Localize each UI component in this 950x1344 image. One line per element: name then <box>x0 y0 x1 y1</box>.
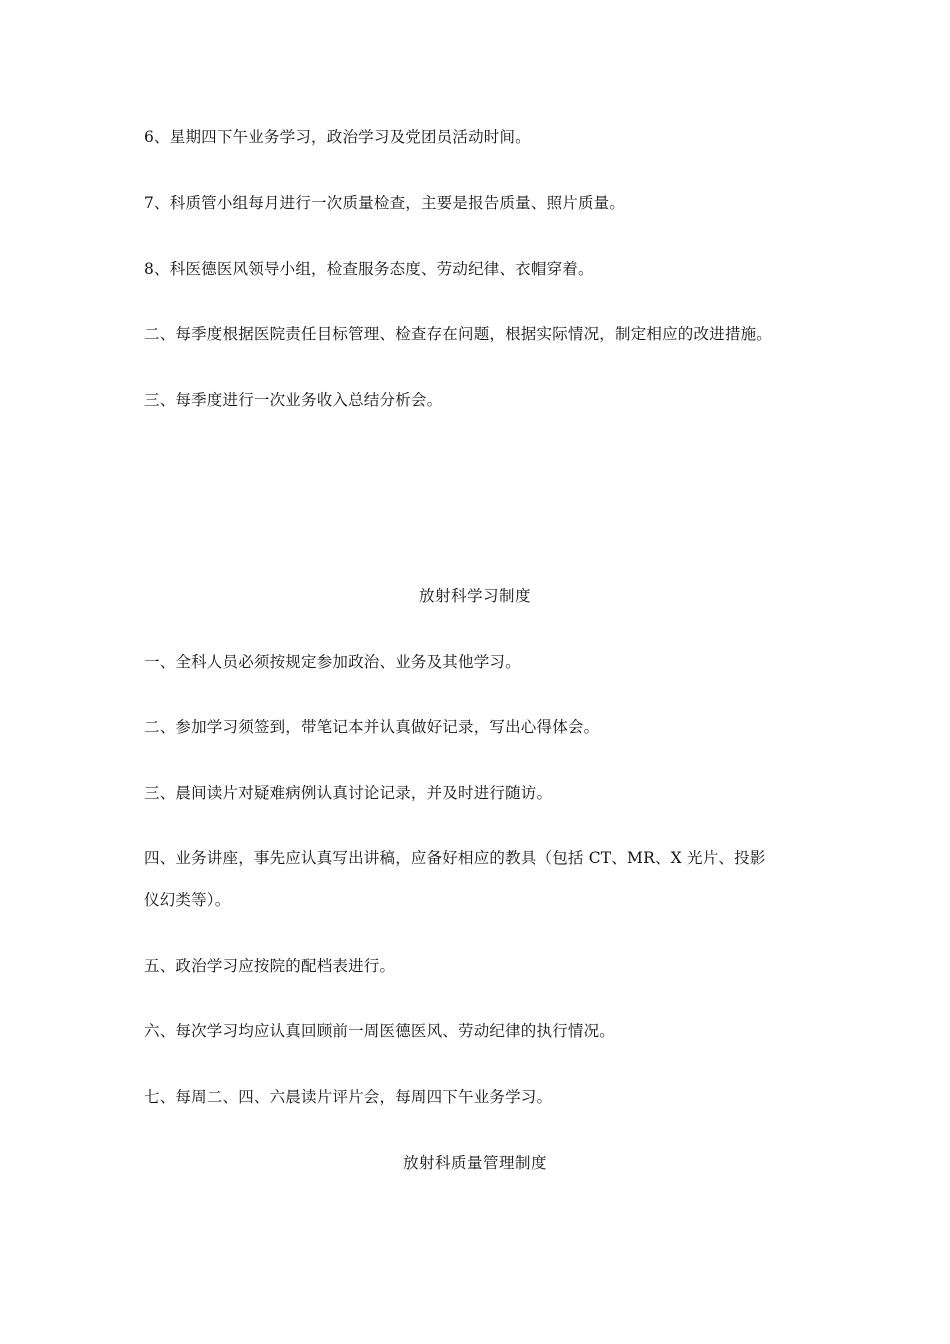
study-rule-4-continued: 仪幻类等）。 <box>144 891 231 909</box>
paragraph-item-two: 二、每季度根据医院责任目标管理、检查存在问题，根据实际情况，制定相应的改进措施。 <box>144 325 773 343</box>
study-rule-2: 二、参加学习须签到，带笔记本并认真做好记录，写出心得体会。 <box>144 718 600 736</box>
paragraph-item-7: 7、科质管小组每月进行一次质量检查，主要是报告质量、照片质量。 <box>144 194 626 212</box>
study-rule-5: 五、政治学习应按院的配档表进行。 <box>144 957 396 975</box>
section-title-study: 放射科学习制度 <box>418 587 531 605</box>
study-rule-4: 四、业务讲座，事先应认真写出讲稿，应备好相应的教具（包括 CT、MR、X 光片、投影 <box>144 849 766 867</box>
paragraph-item-6: 6、星期四下午业务学习，政治学习及党团员活动时间。 <box>144 128 531 146</box>
study-rule-3: 三、晨间读片对疑难病例认真讨论记录，并及时进行随访。 <box>144 784 553 802</box>
study-rule-1: 一、全科人员必须按规定参加政治、业务及其他学习。 <box>144 653 521 671</box>
study-rule-6: 六、每次学习均应认真回顾前一周医德医风、劳动纪律的执行情况。 <box>144 1022 616 1040</box>
paragraph-item-three: 三、每季度进行一次业务收入总结分析会。 <box>144 391 443 409</box>
paragraph-item-8: 8、科医德医风领导小组，检查服务态度、劳动纪律、衣帽穿着。 <box>144 260 594 278</box>
study-rule-7: 七、每周二、四、六晨读片评片会，每周四下午业务学习。 <box>144 1088 553 1106</box>
section-title-quality: 放射科质量管理制度 <box>402 1154 547 1172</box>
